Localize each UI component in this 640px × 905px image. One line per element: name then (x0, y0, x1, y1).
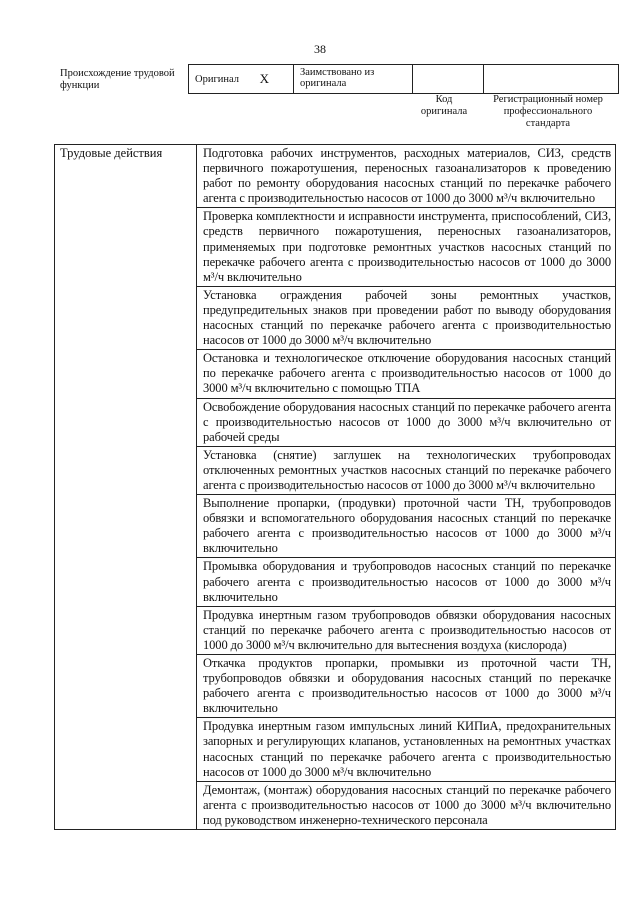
page-number: 38 (314, 42, 326, 56)
origin-label: Происхождение трудовой функции (60, 68, 175, 91)
action-item: Откачка продуктов пропарки, промывки из проточной части ТН, трубопроводов обвязки и оборудования насосных станций по перекачке рабочего агента с производительностью насосов от 1000 до 3000 м³/ч включительно (197, 655, 616, 718)
original-cell (189, 65, 294, 94)
action-item: Подготовка рабочих инструментов, расходных материалов, СИЗ, средств первичного пожаротушения, переносных газоанализаторов к проведению работ по ремонту оборудования насосных станций по перекачке рабочего агента с производительностью насосов от 1000 до 3000 м³/ч включительно (197, 145, 616, 208)
action-item: Выполнение пропарки, (продувки) проточной части ТН, трубопроводов обвязки и вспомогательного оборудования насосных станций по перекачке рабочего агента с производительностью насосов от 1000 до 3000 м³/ч включительно (197, 495, 616, 558)
borrowed-cell (294, 65, 413, 94)
original-mark: X (259, 71, 269, 86)
actions-table (54, 144, 616, 830)
action-item: Продувка инертным газом импульсных линий КИПиА, предохранительных запорных и регулирующих клапанов, установленных на ремонтных участках насосных станций по перекачке рабочего агента с производительностью насосов от 1000 до 3000 м³/ч включительно (197, 718, 616, 781)
actions-label: Трудовые действия (55, 145, 197, 830)
action-item: Остановка и технологическое отключение оборудования насосных станций по перекачке рабочего агента с производительностью насосов от 1000 до 3000 м³/ч включительно с помощью ТПА (197, 350, 616, 398)
action-item: Установка (снятие) заглушек на технологических трубопроводах отключенных ремонтных участков насосных станций по перекачке рабочего агента с производительностью насосов от 1000 до 3000 м³/ч включительно (197, 446, 616, 494)
action-item: Продувка инертным газом трубопроводов обвязки оборудования насосных станций по перекачке рабочего агента с производительностью насосов от 1000 до 3000 м³/ч включительно для вытеснения воздуха (кислорода) (197, 606, 616, 654)
action-item: Освобождение оборудования насосных станций по перекачке рабочего агента с производительностью насосов от 1000 до 3000 м³/ч включительно от рабочей среды (197, 398, 616, 446)
original-label: Оригинал (195, 73, 239, 85)
action-item: Демонтаж, (монтаж) оборудования насосных станций по перекачке рабочего агента с производительностью насосов от 1000 до 3000 м³/ч включительно под руководством инженерно-технического персонала (197, 781, 616, 829)
borrowed-label: Заимствовано из оригинала (300, 67, 375, 89)
actions-body (55, 145, 616, 830)
reg-number-caption: Регистрационный номер профессионального стандарта (493, 94, 603, 129)
origin-table (188, 64, 619, 94)
code-caption: Код оригинала (420, 94, 468, 117)
action-item: Промывка оборудования и трубопроводов насосных станций по перекачке рабочего агента с производительностью насосов от 1000 до 3000 м³/ч включительно (197, 558, 616, 606)
action-row (55, 145, 616, 208)
reg-number-cell (484, 65, 619, 94)
code-cell (413, 65, 484, 94)
action-item: Проверка комплектности и исправности инструмента, приспособлений, СИЗ, средств первичного пожаротушения, переносных газоанализаторов, применяемых при подготовке ремонтных участков насосных станций по перекачке рабочего агента с производительностью насосов от 1000 до 3000 м³/ч включительно (197, 208, 616, 286)
action-item: Установка ограждения рабочей зоны ремонтных участков, предупредительных знаков при проведении работ по выводу оборудования насосных станций по перекачке рабочего агента с производительностью насосов от 1000 до 3000 м³/ч включительно (197, 286, 616, 349)
